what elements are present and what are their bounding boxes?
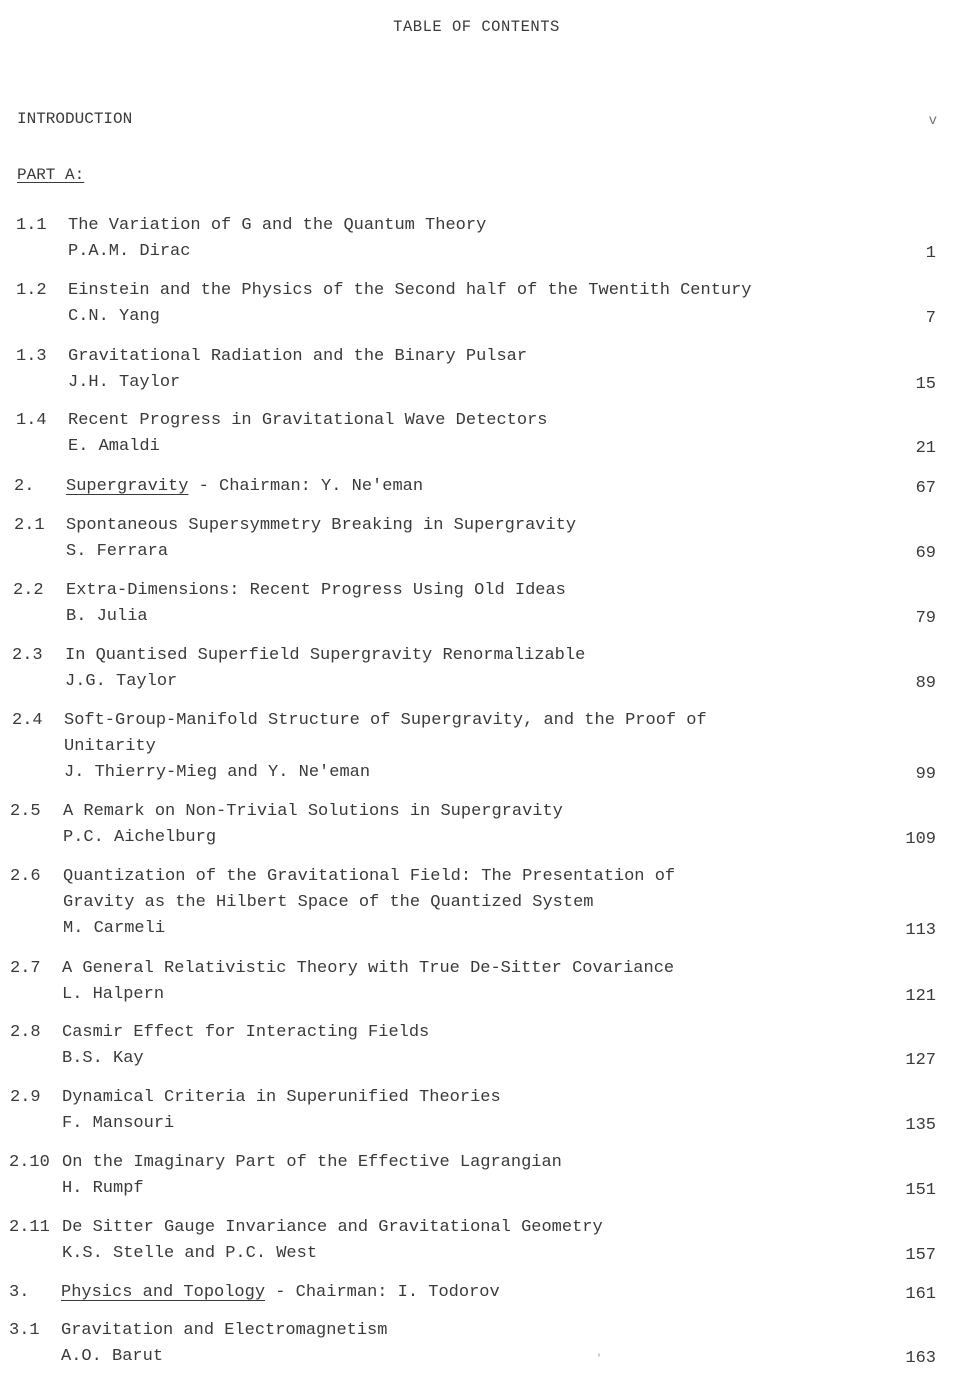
section-title: Supergravity: [66, 477, 189, 496]
entry-page-number: 135: [905, 1116, 936, 1135]
entry-page-number: 127: [905, 1051, 936, 1070]
entry-page-number: 109: [905, 830, 936, 849]
entry-title-line: De Sitter Gauge Invariance and Gravitational Geometry: [62, 1218, 603, 1237]
scan-mark: ': [596, 1354, 603, 1365]
entry-title-line: Recent Progress in Gravitational Wave Detectors: [68, 411, 548, 430]
entry-title-line: Casmir Effect for Interacting Fields: [62, 1023, 430, 1042]
introduction-page: v: [928, 113, 937, 129]
entry-author: J.H. Taylor: [68, 373, 181, 392]
entry-title-line: Quantization of the Gravitational Field: The Presentation of: [63, 867, 676, 886]
entry-title-line: A General Relativistic Theory with True De-Sitter Covariance: [62, 959, 675, 978]
entry-number: 2.2: [13, 581, 44, 600]
introduction-label: INTRODUCTION: [17, 110, 133, 128]
entry-page-number: 79: [915, 609, 936, 628]
entry-page-number: 7: [925, 309, 936, 328]
entry-title-line: In Quantised Superfield Supergravity Renormalizable: [65, 646, 586, 665]
entry-author: P.C. Aichelburg: [63, 828, 217, 847]
entry-page-number: 67: [915, 479, 936, 498]
entry-number: 1.3: [16, 347, 47, 366]
entry-author: J. Thierry-Mieg and Y. Ne'eman: [64, 763, 371, 782]
entry-number: 1.2: [16, 281, 47, 300]
part-a-label: PART A:: [17, 166, 85, 184]
entry-title-line: On the Imaginary Part of the Effective Lagrangian: [62, 1153, 562, 1172]
section-title: Physics and Topology: [61, 1283, 266, 1302]
entry-number: 2.4: [12, 711, 43, 730]
entry-number: 1.4: [16, 411, 47, 430]
entry-number: 2.7: [10, 959, 41, 978]
entry-page-number: 113: [905, 921, 936, 940]
entry-number: 2.8: [10, 1023, 41, 1042]
entry-number: 2.9: [10, 1088, 41, 1107]
entry-author: E. Amaldi: [68, 437, 160, 456]
entry-title-line: Gravity as the Hilbert Space of the Quantized System: [63, 893, 594, 912]
entry-page-number: 69: [915, 544, 936, 563]
entry-title-line: Einstein and the Physics of the Second half of the Twentith Century: [68, 281, 752, 300]
entry-number: 2.11: [9, 1218, 50, 1237]
entry-title-line: Spontaneous Supersymmetry Breaking in Supergravity: [66, 516, 577, 535]
entry-author: P.A.M. Dirac: [68, 242, 191, 261]
entry-page-number: 161: [905, 1285, 936, 1304]
entry-page-number: 157: [905, 1246, 936, 1265]
entry-title-line: Gravitation and Electromagnetism: [61, 1321, 388, 1340]
entry-title-line: Extra-Dimensions: Recent Progress Using Old Ideas: [66, 581, 566, 600]
entry-number: 3.: [9, 1283, 30, 1302]
entry-author: H. Rumpf: [62, 1179, 144, 1198]
entry-page-number: 151: [905, 1181, 936, 1200]
entry-page-number: 21: [915, 439, 936, 458]
entry-page-number: 1: [925, 244, 936, 263]
entry-author: S. Ferrara: [66, 542, 169, 561]
entry-title-line: Gravitational Radiation and the Binary Pulsar: [68, 347, 528, 366]
entry-author: M. Carmeli: [63, 919, 166, 938]
entry-author: A.O. Barut: [61, 1347, 164, 1366]
entry-number: 3.1: [9, 1321, 40, 1340]
entry-author: B.S. Kay: [62, 1049, 144, 1068]
entry-page-number: 99: [915, 765, 936, 784]
entry-author: K.S. Stelle and P.C. West: [62, 1244, 318, 1263]
entry-number: 2.6: [10, 867, 41, 886]
entry-title-line: A Remark on Non-Trivial Solutions in Supergravity: [63, 802, 563, 821]
entry-title-line: Dynamical Criteria in Superunified Theories: [62, 1088, 501, 1107]
entry-author: F. Mansouri: [62, 1114, 175, 1133]
entry-page-number: 121: [905, 987, 936, 1006]
section-heading: [61, 1283, 500, 1302]
entry-page-number: 163: [905, 1349, 936, 1368]
entry-author: J.G. Taylor: [65, 672, 178, 691]
section-heading: [66, 477, 423, 496]
entry-title-line: Soft-Group-Manifold Structure of Supergravity, and the Proof of: [64, 711, 707, 730]
entry-number: 2.5: [10, 802, 41, 821]
page-title: TABLE OF CONTENTS: [393, 18, 560, 36]
entry-page-number: 89: [915, 674, 936, 693]
entry-number: 2.10: [9, 1153, 50, 1172]
entry-number: 2.: [14, 477, 35, 496]
entry-title-line: Unitarity: [64, 737, 156, 756]
entry-number: 1.1: [16, 216, 47, 235]
entry-title-line: The Variation of G and the Quantum Theory: [68, 216, 487, 235]
entry-number: 2.1: [14, 516, 45, 535]
entry-page-number: 15: [915, 375, 936, 394]
section-chairman: - Chairman: Y. Ne'eman: [188, 477, 424, 496]
section-chairman: - Chairman: I. Todorov: [265, 1283, 500, 1302]
entry-author: B. Julia: [66, 607, 148, 626]
entry-author: L. Halpern: [62, 985, 165, 1004]
entry-number: 2.3: [12, 646, 43, 665]
entry-author: C.N. Yang: [68, 307, 160, 326]
